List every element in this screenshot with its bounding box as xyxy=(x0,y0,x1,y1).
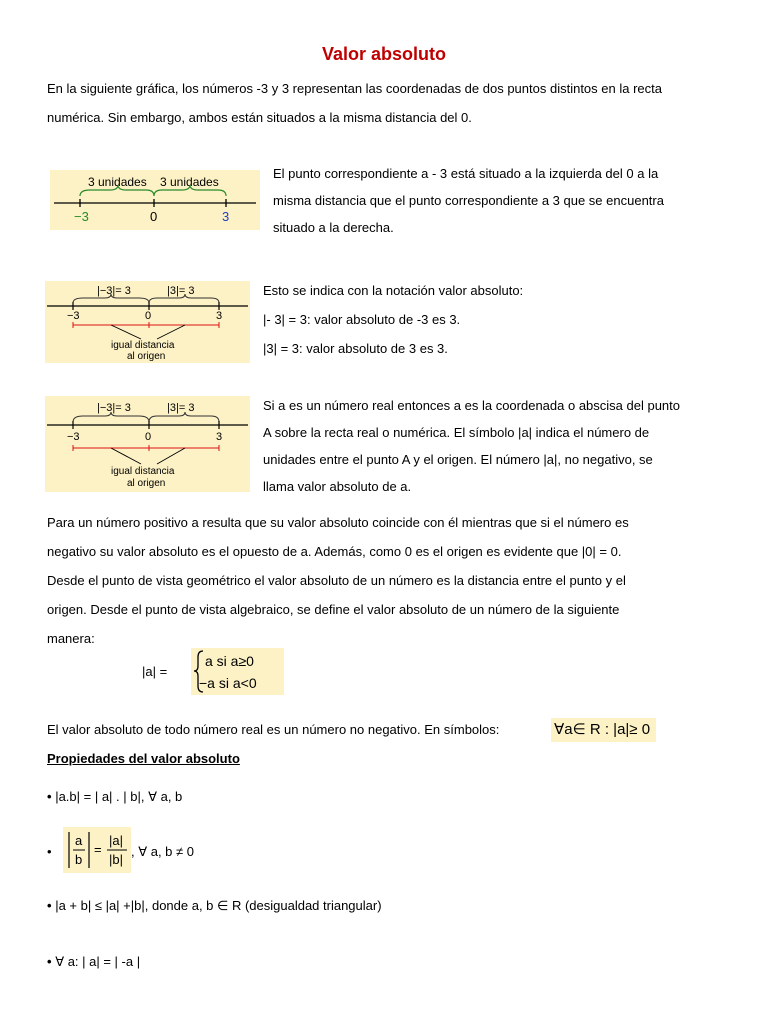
text-line: llama valor absoluto de a. xyxy=(263,479,412,494)
explanation-block-1 xyxy=(273,160,733,241)
text-line: manera: xyxy=(47,631,95,646)
caption-line-1: igual distancia xyxy=(111,340,175,351)
property-text: ∀ a: | a| = | -a | xyxy=(55,954,141,969)
tick-pos-3: 3 xyxy=(216,431,223,443)
number-line-figure-units xyxy=(50,170,260,230)
label-abs-3: |3|= 3 xyxy=(167,285,195,297)
property-quotient-condition: , ∀ a, b ≠ 0 xyxy=(131,844,195,859)
text-line: misma distancia que el punto correspondiente a 3 que se encuentra xyxy=(273,193,664,208)
property-text: |a.b| = | a| . | b|, ∀ a, b xyxy=(55,789,183,804)
page-title: Valor absoluto xyxy=(321,44,447,64)
text-line: Desde el punto de vista geométrico el valor absoluto de un número es la distancia entre el punto y el xyxy=(47,573,626,588)
definition-paragraph xyxy=(47,508,727,653)
bullet: • xyxy=(47,844,52,859)
property-text: |a + b| ≤ |a| +|b|, donde a, b ∈ R (desigualdad triangular) xyxy=(55,898,382,913)
intro-paragraph xyxy=(47,74,727,132)
tick-pos-3: 3 xyxy=(222,209,230,224)
text-line: Si a es un número real entonces a es la coordenada o abscisa del punto xyxy=(263,398,680,413)
property-quotient-formula xyxy=(63,827,131,873)
label-right-units: 3 unidades xyxy=(160,175,219,189)
text-line: negativo su valor absoluto es el opuesto de a. Además, como 0 es el origen es evidente que |0| = 0. xyxy=(47,544,622,559)
text-line: |3| = 3: valor absoluto de 3 es 3. xyxy=(263,341,448,356)
tick-neg-3: −3 xyxy=(74,209,89,224)
tick-neg-3: −3 xyxy=(67,431,80,443)
caption-line-2: al origen xyxy=(127,478,166,489)
text-line: situado a la derecha. xyxy=(273,220,394,235)
property-product xyxy=(47,789,182,805)
property-symmetry xyxy=(47,954,140,970)
label-abs-3: |3|= 3 xyxy=(167,402,195,414)
number-line-figure-abs-1 xyxy=(45,281,250,363)
text-line: El punto correspondiente a - 3 está situado a la izquierda del 0 a la xyxy=(273,166,659,181)
nonnegative-statement: El valor absoluto de todo número real es un número no negativo. En símbolos: xyxy=(47,722,500,737)
text-line: Para un número positivo a resulta que su valor absoluto coincide con él mientras que si el número es xyxy=(47,515,629,530)
tick-pos-3: 3 xyxy=(216,310,223,322)
bullet: • xyxy=(47,898,52,913)
label-abs-neg3: |−3|= 3 xyxy=(97,285,131,297)
definition-lhs: |a| = xyxy=(142,664,168,679)
intro-line: numérica. Sin embargo, ambos están situados a la misma distancia del 0. xyxy=(47,110,472,125)
tick-zero: 0 xyxy=(145,431,152,443)
text-line: origen. Desde el punto de vista algebraico, se define el valor absoluto de un número de la siguiente xyxy=(47,602,620,617)
text-line: A sobre la recta real o numérica. El símbolo |a| indica el número de xyxy=(263,425,650,440)
fraction-denominator: b xyxy=(75,852,83,867)
case-negative: −a si a<0 xyxy=(199,675,257,691)
nonnegative-symbol: ∀a∈ R : |a|≥ 0 xyxy=(551,718,656,742)
equals-sign: = xyxy=(94,842,102,857)
case-nonnegative: a si a≥0 xyxy=(205,653,254,669)
intro-line: En la siguiente gráfica, los números -3 y 3 representan las coordenadas de dos puntos distintos en la recta xyxy=(47,81,662,96)
caption-line-1: igual distancia xyxy=(111,466,175,477)
fraction-numerator: |a| xyxy=(109,833,123,848)
explanation-block-2 xyxy=(263,276,733,363)
tick-zero: 0 xyxy=(150,209,158,224)
explanation-block-3 xyxy=(263,392,733,500)
tick-neg-3: −3 xyxy=(67,310,80,322)
text-line: Esto se indica con la notación valor absoluto: xyxy=(263,283,524,298)
label-left-units: 3 unidades xyxy=(88,175,147,189)
fraction-numerator: a xyxy=(75,833,83,848)
property-triangle-inequality xyxy=(47,898,382,914)
bullet: • xyxy=(47,789,52,804)
fraction-denominator: |b| xyxy=(109,852,123,867)
piecewise-definition xyxy=(191,648,284,695)
caption-line-2: al origen xyxy=(127,351,166,362)
bullet: • xyxy=(47,954,52,969)
tick-zero: 0 xyxy=(145,310,152,322)
properties-heading: Propiedades del valor absoluto xyxy=(47,751,240,766)
text-line: unidades entre el punto A y el origen. El número |a|, no negativo, se xyxy=(263,452,653,467)
text-line: |- 3| = 3: valor absoluto de -3 es 3. xyxy=(263,312,461,327)
number-line-figure-abs-2 xyxy=(45,396,250,492)
label-abs-neg3: |−3|= 3 xyxy=(97,402,131,414)
